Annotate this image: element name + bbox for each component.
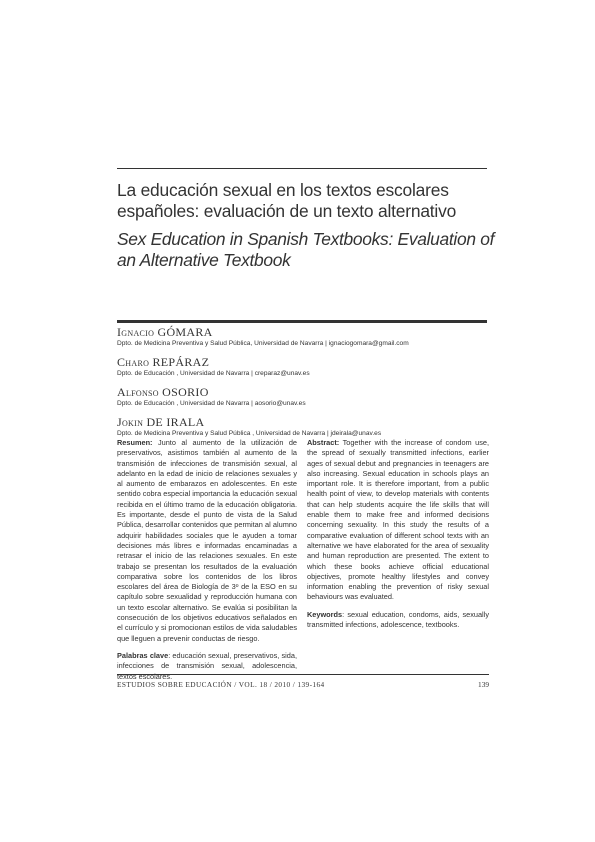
article-title-english: Sex Education in Spanish Textbooks: Evaluation of an Alternative Textbook (117, 229, 495, 270)
author-name: Ignacio GÓMARA (117, 325, 213, 339)
author-block (117, 355, 497, 379)
author-rule (117, 320, 487, 323)
article-title-spanish: La educación sexual en los textos escolares españoles: evaluación de un texto alternativo (117, 180, 457, 221)
author-block (117, 325, 497, 349)
footer-rule (117, 674, 489, 675)
spanish-abstract-column (117, 438, 297, 689)
palabras-clave-paragraph (117, 651, 297, 682)
english-abstract-column (307, 438, 489, 637)
journal-citation: ESTUDIOS SOBRE EDUCACIÓN / VOL. 18 / 2010 / 139-164 (117, 680, 325, 689)
author-affiliation: Dpto. de Medicina Preventiva y Salud Pública , Universidad de Navarra | jdeirala@unav.es (117, 430, 382, 437)
resumen-paragraph (117, 438, 297, 644)
author-list (117, 325, 497, 445)
author-name: Charo REPÁRAZ (117, 355, 210, 369)
keywords-text: : sexual education, condoms, aids, sexually transmitted infections, adolescence, textbooks. (307, 609, 489, 630)
page-number: 139 (478, 680, 489, 689)
palabras-clave-label: Palabras clave (117, 650, 169, 660)
author-affiliation: Dpto. de Educación , Universidad de Navarra | aosorio@unav.es (117, 400, 306, 407)
author-affiliation: Dpto. de Educación , Universidad de Navarra | creparaz@unav.es (117, 370, 310, 377)
abstract-label: Abstract: (307, 438, 340, 447)
abstract-text: Together with the increase of condom use, the spread of sexually transmitted infections, earlier ages of sexual debut and pregnancies in teenagers are also increasing. Sexual education in schools plays an important role. It is therefore important, from a public health point of view, to develop materials with contents that can help students acquire the life skills that will enable them to make free and informed decisions concerning sexuality. In this study the results of a comparative evaluation of different school texts with an alternative we have elaborated for the area of sexuality and human reproduction are presented. The extent to which these books achieve official educational objectives, promote healthy lifestyles and convey information enabling the prevention of risky sexual behaviours was evaluated. (307, 438, 489, 602)
author-block (117, 415, 497, 439)
author-name: Jokin DE IRALA (117, 415, 205, 429)
author-name: Alfonso OSORIO (117, 385, 209, 399)
keywords-label: Keywords (307, 609, 343, 619)
abstract-paragraph (307, 438, 489, 603)
author-affiliation: Dpto. de Medicina Preventiva y Salud Pública, Universidad de Navarra | ignaciogomara@gmail.com (117, 340, 409, 347)
top-rule (117, 168, 487, 169)
palabras-clave-text: : educación sexual, preservativos, sida, infecciones de transmisión sexual, adolescencia, textos escolares. (117, 650, 297, 681)
resumen-label: Resumen: (117, 438, 153, 447)
resumen-text: Junto al aumento de la utilización de preservativos, asistimos también al aumento de la transmisión de infecciones de transmisión sexual, al adelanto en la edad de inicio de relaciones sexuales y al aumento de embarazos en adolescentes. En este sentido cobra especial importancia la educación sexual recibida en el último tramo de la educación obligatoria. Es importante, desde el punto de vista de la Salud Pública, desarrollar contenidos que permitan al alumno adquirir habilidades sociales que le ayuden a tomar decisiones más libres e informadas encaminadas a retrasar el inicio de las relaciones sexuales. En este trabajo se presentan los resultados de la evaluación comparativa sobre los contenidos de los libros escolares del área de Biología de 3º de la ESO en su capítulo sobre sexualidad y reproducción humana con un texto escolar alternativo. Se evalúa si posibilitan la consecución de los objetivos educativos señalados en el currículo y si promocionan estilos de vida saludables que lleguen a prevenir conductas de riesgo. (117, 438, 297, 643)
keywords-paragraph (307, 610, 489, 631)
author-block (117, 385, 497, 409)
